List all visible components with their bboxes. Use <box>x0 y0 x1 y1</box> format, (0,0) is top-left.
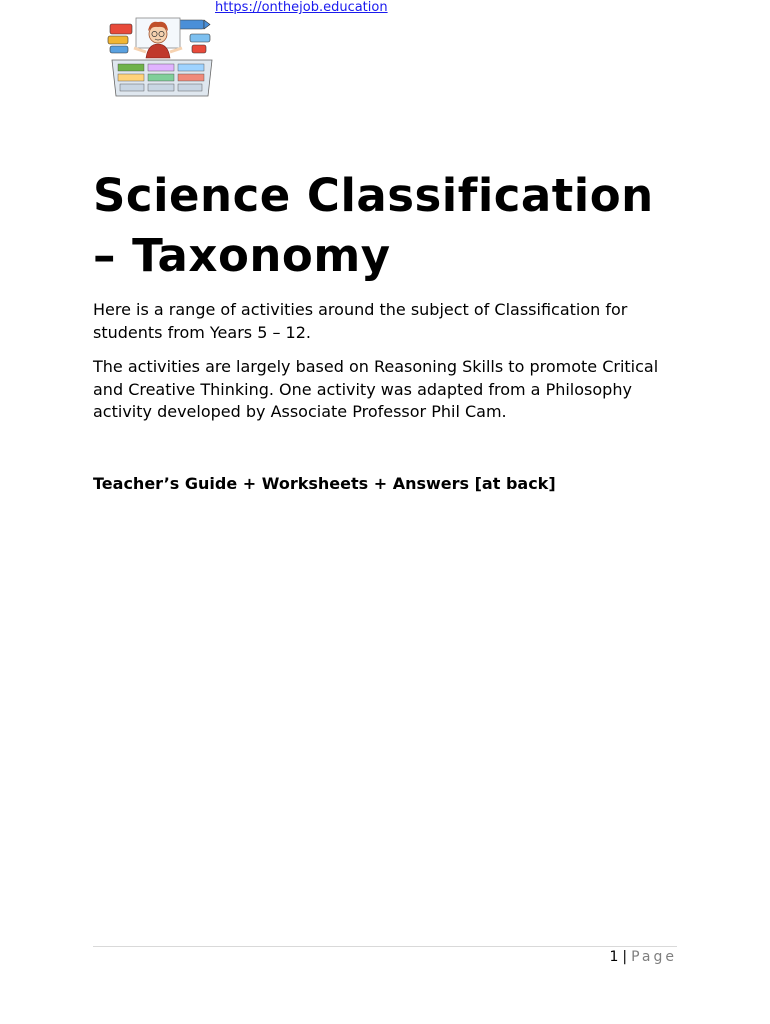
title-line-1: Science Classification <box>93 169 654 222</box>
title-line-2: – Taxonomy <box>93 229 391 282</box>
contents-subheading: Teacher’s Guide + Worksheets + Answers [at back] <box>93 474 556 493</box>
document-title <box>93 166 693 286</box>
page-footer <box>609 949 677 965</box>
website-link[interactable]: https://onthejob.education <box>215 0 388 15</box>
footer-separator: | <box>622 949 628 965</box>
intro-paragraph: Here is a range of activities around the subject of Classification for students from Years 5 – 12. <box>93 300 628 342</box>
footer-divider <box>93 946 677 947</box>
page-label: Page <box>631 949 677 965</box>
description-paragraph: The activities are largely based on Reasoning Skills to promote Critical and Creative Thinking. One activity was adapted from a Philosophy activity developed by Associate Professor Phil Cam. <box>93 357 659 421</box>
teacher-classroom-logo <box>104 14 220 100</box>
page-number: 1 <box>609 949 619 965</box>
